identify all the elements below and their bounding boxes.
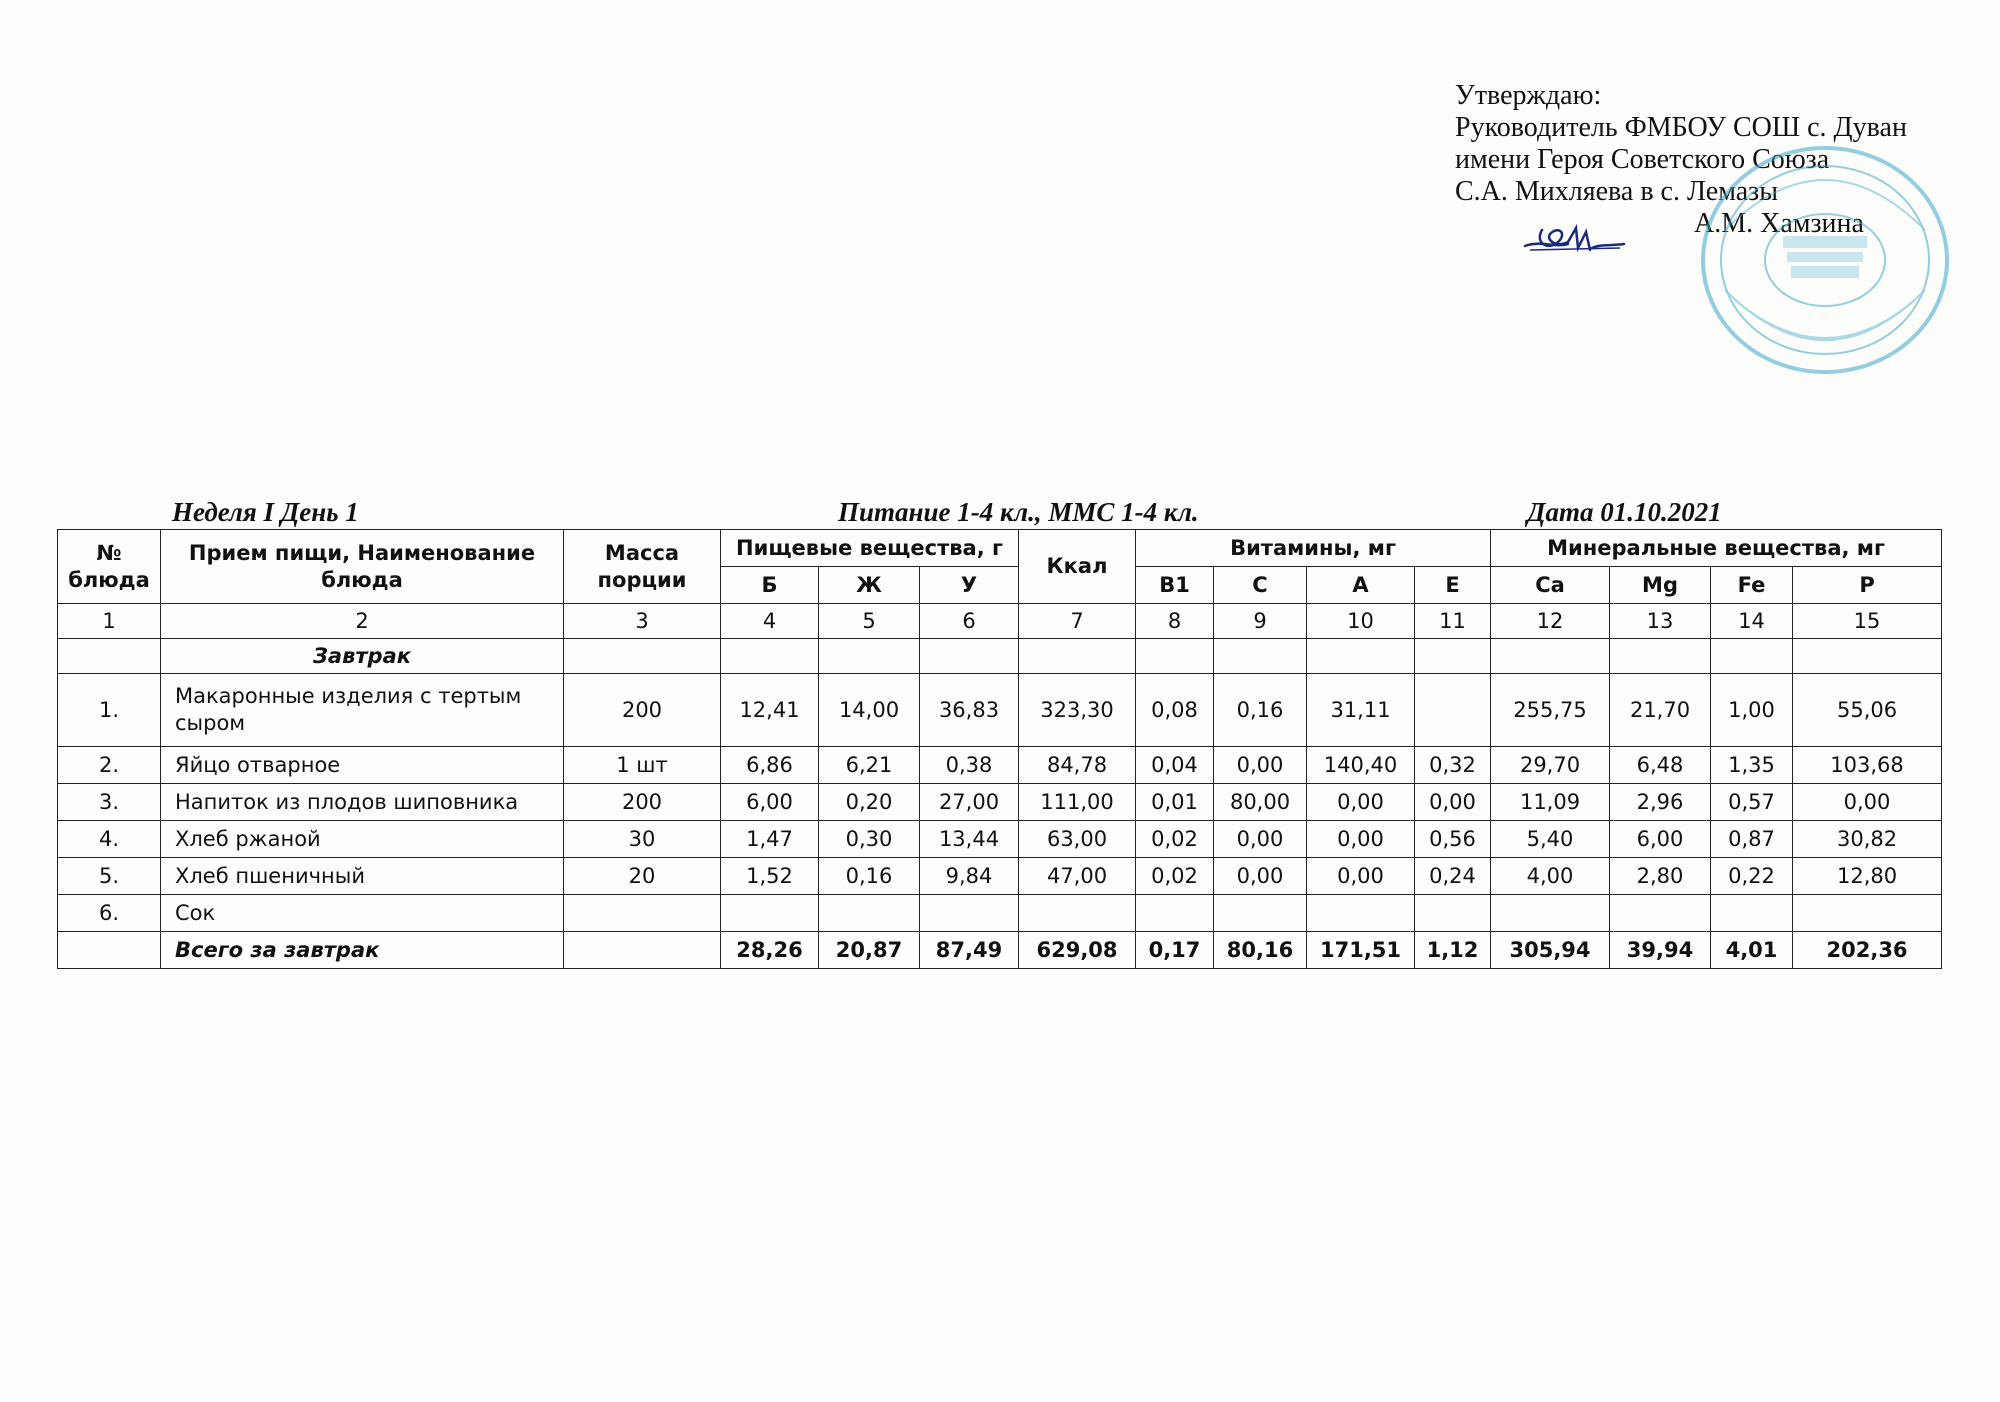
dish-value: 12,80 [1793, 858, 1942, 895]
dish-value: 140,40 [1307, 747, 1415, 784]
approval-line: С.А. Михляева в с. Лемазы [1455, 176, 1779, 207]
column-index-row [58, 604, 1942, 639]
dish-value: 6,86 [721, 747, 819, 784]
dish-value: 0,00 [1307, 821, 1415, 858]
dish-name: Яйцо отварное [161, 747, 564, 784]
week-day-label: Неделя I День 1 [172, 497, 359, 527]
section-row [58, 639, 1942, 674]
dish-value: 0,00 [1214, 858, 1307, 895]
col-header-vitamins: Витамины, мг [1136, 530, 1491, 567]
dish-name: Хлеб ржаной [161, 821, 564, 858]
dish-value: 6,48 [1610, 747, 1711, 784]
col-header-kcal: Ккал [1019, 530, 1136, 604]
dish-value [1415, 674, 1491, 747]
dish-value: 0,22 [1711, 858, 1793, 895]
dish-mass: 200 [564, 674, 721, 747]
dish-value: 2,80 [1610, 858, 1711, 895]
approval-line: Руководитель ФМБОУ СОШ с. Дуван [1455, 112, 1907, 143]
table-row [58, 784, 1942, 821]
total-label: Всего за завтрак [161, 932, 564, 969]
dish-value: 21,70 [1610, 674, 1711, 747]
dish-value: 0,24 [1415, 858, 1491, 895]
dish-value [1136, 895, 1214, 932]
col-header-ca: Ca [1491, 567, 1610, 604]
dish-value: 0,57 [1711, 784, 1793, 821]
dish-number: 4. [58, 821, 161, 858]
column-index-cell: 14 [1711, 604, 1793, 639]
dish-value [1019, 895, 1136, 932]
total-value: 305,94 [1491, 932, 1610, 969]
dish-value: 1,35 [1711, 747, 1793, 784]
dish-value: 0,08 [1136, 674, 1214, 747]
dish-name: Хлеб пшеничный [161, 858, 564, 895]
col-header-nutrients: Пищевые вещества, г [721, 530, 1019, 567]
dish-value: 0,00 [1214, 821, 1307, 858]
dish-name: Напиток из плодов шиповника [161, 784, 564, 821]
dish-value: 1,00 [1711, 674, 1793, 747]
dish-mass: 20 [564, 858, 721, 895]
dish-value: 0,04 [1136, 747, 1214, 784]
total-value: 171,51 [1307, 932, 1415, 969]
dish-value: 6,00 [721, 784, 819, 821]
col-header-num: № блюда [58, 530, 161, 604]
dish-value: 36,83 [920, 674, 1019, 747]
nutrition-label: Питание 1-4 кл., ММС 1-4 кл. [838, 497, 1199, 527]
section-label: Завтрак [161, 639, 564, 674]
col-header-carbs: У [920, 567, 1019, 604]
column-index-cell: 1 [58, 604, 161, 639]
dish-rows [58, 674, 1942, 932]
dish-name: Макаронные изделия с тертым сыром [161, 674, 564, 747]
column-index-cell: 2 [161, 604, 564, 639]
dish-value: 55,06 [1793, 674, 1942, 747]
dish-number: 5. [58, 858, 161, 895]
col-header-mg: Mg [1610, 567, 1711, 604]
dish-number: 3. [58, 784, 161, 821]
dish-value: 5,40 [1491, 821, 1610, 858]
col-header-p: P [1793, 567, 1942, 604]
dish-value: 0,87 [1711, 821, 1793, 858]
dish-mass: 30 [564, 821, 721, 858]
table-row [58, 858, 1942, 895]
approval-line: Утверждаю: [1455, 80, 1602, 111]
total-value: 629,08 [1019, 932, 1136, 969]
signer-name: А.М. Хамзина [1694, 208, 1864, 239]
col-header-fat: Ж [819, 567, 920, 604]
col-header-b1: В1 [1136, 567, 1214, 604]
dish-value [1214, 895, 1307, 932]
dish-value [1711, 895, 1793, 932]
col-header-mass: Масса порции [564, 530, 721, 604]
dish-value: 0,32 [1415, 747, 1491, 784]
dish-value [920, 895, 1019, 932]
dish-value: 63,00 [1019, 821, 1136, 858]
dish-value: 11,09 [1491, 784, 1610, 821]
col-header-minerals: Минеральные вещества, мг [1491, 530, 1942, 567]
dish-value: 0,20 [819, 784, 920, 821]
column-index-cell: 5 [819, 604, 920, 639]
menu-table [57, 529, 1942, 969]
dish-value [819, 895, 920, 932]
dish-mass: 200 [564, 784, 721, 821]
dish-value: 0,02 [1136, 858, 1214, 895]
dish-value: 0,38 [920, 747, 1019, 784]
dish-value [1415, 895, 1491, 932]
dish-value: 30,82 [1793, 821, 1942, 858]
dish-value [721, 895, 819, 932]
date-label: Дата 01.10.2021 [1527, 497, 1722, 527]
col-header-e: Е [1415, 567, 1491, 604]
dish-number: 2. [58, 747, 161, 784]
table-row [58, 674, 1942, 747]
dish-value [1793, 895, 1942, 932]
dish-number: 1. [58, 674, 161, 747]
approval-line: имени Героя Советского Союза [1455, 144, 1830, 175]
col-header-protein: Б [721, 567, 819, 604]
dish-value: 84,78 [1019, 747, 1136, 784]
col-header-c: С [1214, 567, 1307, 604]
table-header-row [58, 530, 1942, 567]
column-index-cell: 8 [1136, 604, 1214, 639]
dish-value: 0,16 [819, 858, 920, 895]
dish-value: 13,44 [920, 821, 1019, 858]
dish-value: 255,75 [1491, 674, 1610, 747]
dish-value: 6,00 [1610, 821, 1711, 858]
column-index-cell: 7 [1019, 604, 1136, 639]
dish-value: 4,00 [1491, 858, 1610, 895]
total-value: 20,87 [819, 932, 920, 969]
dish-value: 0,16 [1214, 674, 1307, 747]
dish-value: 12,41 [721, 674, 819, 747]
dish-value: 9,84 [920, 858, 1019, 895]
dish-value: 0,56 [1415, 821, 1491, 858]
column-index-cell: 13 [1610, 604, 1711, 639]
col-header-fe: Fe [1711, 567, 1793, 604]
dish-value [1307, 895, 1415, 932]
dish-name: Сок [161, 895, 564, 932]
table-row [58, 821, 1942, 858]
column-index-cell: 11 [1415, 604, 1491, 639]
dish-value: 27,00 [920, 784, 1019, 821]
dish-value: 103,68 [1793, 747, 1942, 784]
column-index-cell: 6 [920, 604, 1019, 639]
total-value: 202,36 [1793, 932, 1942, 969]
table-row [58, 747, 1942, 784]
dish-value: 0,01 [1136, 784, 1214, 821]
column-index-cell: 10 [1307, 604, 1415, 639]
col-header-a: А [1307, 567, 1415, 604]
total-value: 87,49 [920, 932, 1019, 969]
dish-value: 6,21 [819, 747, 920, 784]
table-row [58, 895, 1942, 932]
dish-value: 1,52 [721, 858, 819, 895]
total-value: 1,12 [1415, 932, 1491, 969]
dish-value: 14,00 [819, 674, 920, 747]
dish-value: 0,00 [1415, 784, 1491, 821]
dish-value: 47,00 [1019, 858, 1136, 895]
total-value: 80,16 [1214, 932, 1307, 969]
total-value: 4,01 [1711, 932, 1793, 969]
dish-value: 0,02 [1136, 821, 1214, 858]
signature-icon [1520, 218, 1630, 258]
dish-value: 2,96 [1610, 784, 1711, 821]
dish-value: 0,00 [1307, 784, 1415, 821]
dish-value: 0,00 [1307, 858, 1415, 895]
dish-value: 1,47 [721, 821, 819, 858]
total-value: 28,26 [721, 932, 819, 969]
dish-mass: 1 шт [564, 747, 721, 784]
dish-value: 0,00 [1793, 784, 1942, 821]
dish-value: 0,30 [819, 821, 920, 858]
dish-value: 0,00 [1214, 747, 1307, 784]
dish-mass [564, 895, 721, 932]
column-index-cell: 3 [564, 604, 721, 639]
dish-value: 29,70 [1491, 747, 1610, 784]
dish-number: 6. [58, 895, 161, 932]
column-index-cell: 15 [1793, 604, 1942, 639]
school-stamp-icon [1695, 140, 1955, 380]
dish-value [1610, 895, 1711, 932]
dish-value [1491, 895, 1610, 932]
dish-value: 323,30 [1019, 674, 1136, 747]
total-value: 39,94 [1610, 932, 1711, 969]
column-index-cell: 4 [721, 604, 819, 639]
dish-value: 111,00 [1019, 784, 1136, 821]
dish-value: 31,11 [1307, 674, 1415, 747]
dish-value: 80,00 [1214, 784, 1307, 821]
column-index-cell: 12 [1491, 604, 1610, 639]
total-value: 0,17 [1136, 932, 1214, 969]
col-header-name: Прием пищи, Наименование блюда [161, 530, 564, 604]
column-index-cell: 9 [1214, 604, 1307, 639]
total-row [58, 932, 1942, 969]
